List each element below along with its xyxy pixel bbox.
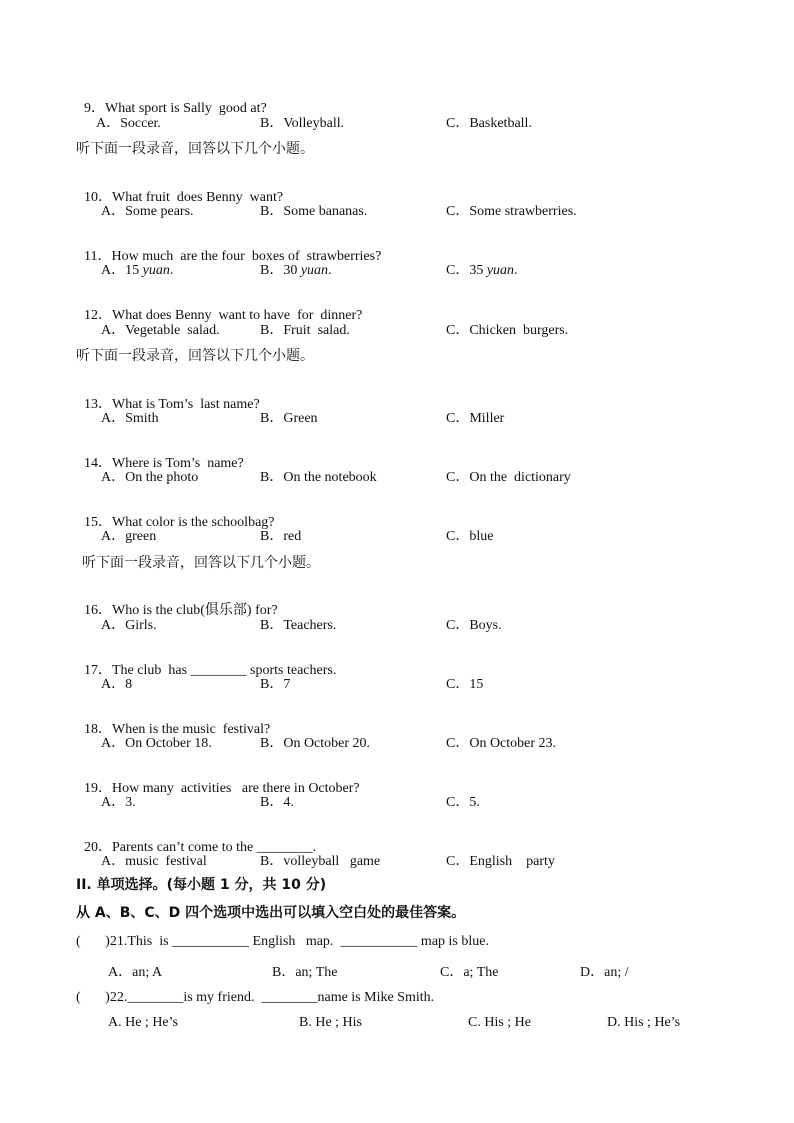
option-b: B. He ; His — [299, 1015, 362, 1030]
section-title: II. 单项选择。(每小题 1 分，共 10 分) — [76, 877, 327, 893]
question-number: 13． — [84, 397, 112, 412]
question-text: The club has ________ sports teachers. — [112, 663, 337, 678]
question-text: How many activities are there in October? — [112, 781, 360, 796]
option-a: A．Vegetable salad. — [101, 323, 220, 338]
option-a: A. He ; He’s — [108, 1015, 178, 1030]
option-c: C．blue — [446, 529, 494, 544]
question-text: What does Benny want to have for dinner? — [112, 308, 363, 323]
option-a: A．Smith — [101, 411, 159, 426]
question-number: 19． — [84, 781, 112, 796]
listen-instruction: 听下面一段录音，回答以下几个小题。 — [76, 141, 314, 157]
question-22: ( )22.________is my friend. ________name is Mike Smith. — [76, 990, 435, 1005]
option-c: C．Boys. — [446, 618, 502, 633]
option-a: A．3. — [101, 795, 136, 810]
question-text: Parents can’t come to the ________. — [112, 840, 317, 855]
option-d: D. His ; He’s — [607, 1015, 681, 1030]
question-number: 16． — [84, 603, 112, 618]
question-text: What sport is Sally good at? — [105, 101, 267, 116]
option-c: C．Chicken burgers. — [446, 323, 569, 338]
option-c: C．35 yuan. — [446, 263, 518, 278]
section-instruction: 从 A、B、C、D 四个选项中选出可以填入空白处的最佳答案。 — [76, 905, 466, 921]
option-c: C．15 — [446, 677, 484, 692]
option-c: C．Some strawberries. — [446, 204, 577, 219]
option-c: C．On October 23. — [446, 736, 557, 751]
question-text: How much are the four boxes of strawberries? — [111, 249, 382, 264]
question-text: What is Tom’s last name? — [112, 397, 260, 412]
option-b: B．Some bananas. — [260, 204, 368, 219]
listen-instruction: 听下面一段录音，回答以下几个小题。 — [76, 348, 314, 364]
option-b: B．an; The — [272, 965, 338, 980]
option-c: C．English party — [446, 854, 555, 869]
question-number: 17． — [84, 663, 112, 678]
option-b: B．volleyball game — [260, 854, 381, 869]
listen-instruction: 听下面一段录音，回答以下几个小题。 — [82, 555, 320, 571]
question-text: Who is the club(俱乐部) for? — [112, 603, 278, 618]
option-c: C．a; The — [440, 965, 499, 980]
question-number: 12． — [84, 308, 112, 323]
option-c: C．5. — [446, 795, 480, 810]
question-number: 20． — [84, 840, 112, 855]
option-a: A．Girls. — [101, 618, 157, 633]
option-d: D．an; / — [580, 965, 629, 980]
option-a: A．8 — [101, 677, 133, 692]
option-a: A．Soccer. — [96, 116, 161, 131]
option-c: C．On the dictionary — [446, 470, 571, 485]
option-a: A．15 yuan. — [101, 263, 174, 278]
question-number: 11． — [84, 249, 112, 264]
option-b: B．red — [260, 529, 302, 544]
option-a: A．On October 18. — [101, 736, 212, 751]
question-text: Where is Tom’s name? — [112, 456, 244, 471]
option-a: A．Some pears. — [101, 204, 194, 219]
option-b: B．Green — [260, 411, 318, 426]
question-text: What color is the schoolbag? — [112, 515, 275, 530]
question-text: What fruit does Benny want? — [112, 190, 284, 205]
option-b: B．Fruit salad. — [260, 323, 350, 338]
question-number: 9． — [84, 101, 105, 116]
option-b: B．On October 20. — [260, 736, 371, 751]
option-b: B．Teachers. — [260, 618, 337, 633]
question-number: 18． — [84, 722, 112, 737]
option-c: C．Basketball. — [446, 116, 532, 131]
option-b: B．30 yuan. — [260, 263, 332, 278]
option-c: C．Miller — [446, 411, 505, 426]
question-text: When is the music festival? — [112, 722, 271, 737]
option-a: A．music festival — [101, 854, 207, 869]
option-b: B．4. — [260, 795, 294, 810]
option-a: A．green — [101, 529, 157, 544]
option-a: A．an; A — [108, 965, 163, 980]
question-number: 10． — [84, 190, 112, 205]
option-a: A．On the photo — [101, 470, 199, 485]
option-c: C. His ; He — [468, 1015, 531, 1030]
question-number: 14． — [84, 456, 112, 471]
question-21: ( )21.This is ___________ English map. ___________ map is blue. — [76, 934, 489, 949]
option-b: B．7 — [260, 677, 291, 692]
option-b: B．Volleyball. — [260, 116, 345, 131]
option-b: B．On the notebook — [260, 470, 377, 485]
question-number: 15． — [84, 515, 112, 530]
